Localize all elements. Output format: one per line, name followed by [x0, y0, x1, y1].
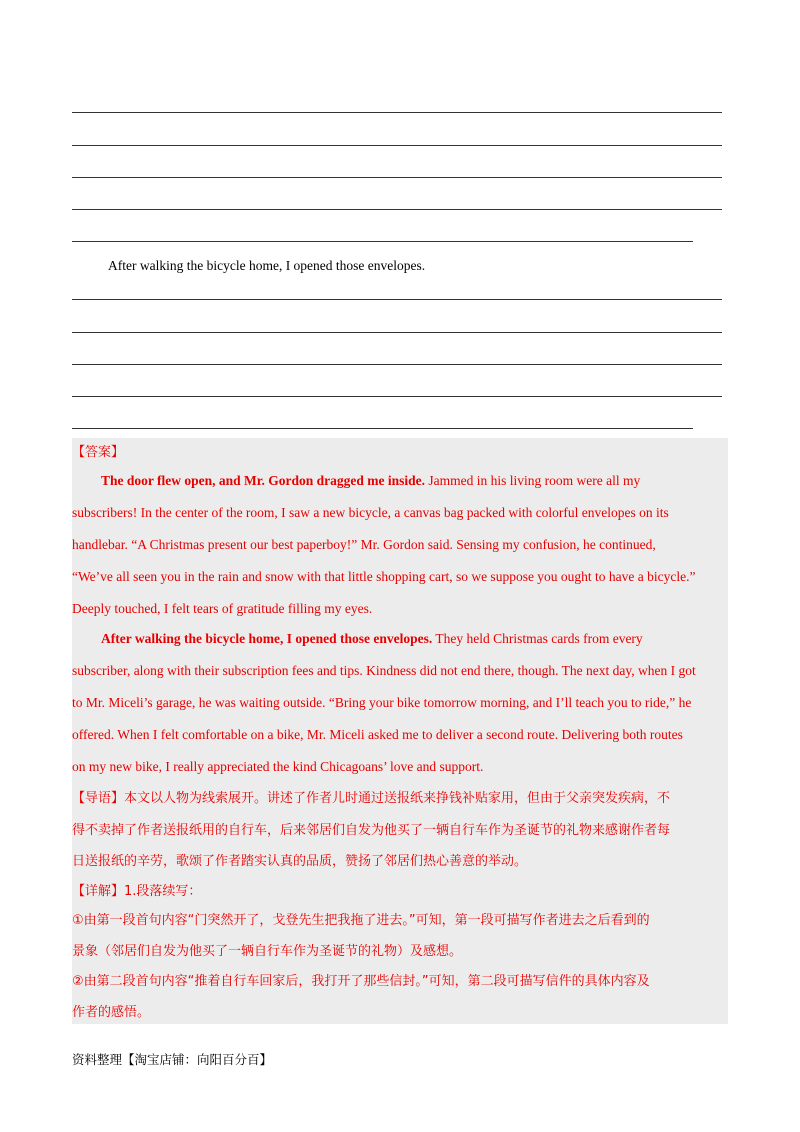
- answer-para1-line: “We’ve all seen you in the rain and snow with that little shopping cart, so we suppose you ought to have a bicycle.”: [72, 569, 696, 584]
- answer-para2-line: on my new bike, I really appreciated the kind Chicagoans’ love and support.: [72, 759, 484, 774]
- guide-line: 【导语】本文以人物为线索展开。讲述了作者儿时通过送报纸来挣钱补贴家用，但由于父亲突发疾病，不: [72, 791, 671, 806]
- paragraph-prompt: After walking the bicycle home, I opened those envelopes.: [108, 258, 426, 273]
- answer-para2-line: offered. When I felt comfortable on a bike, Mr. Miceli asked me to deliver a second route. Delivering both routes: [72, 727, 683, 742]
- writing-line: [72, 145, 722, 146]
- detail-line: ②由第二段首句内容“推着自行车回家后，我打开了那些信封。”可知，第二段可描写信件的具体内容及: [72, 974, 650, 989]
- answer-para2-line: subscriber, along with their subscription fees and tips. Kindness did not end there, though. The next day, when I got: [72, 663, 696, 678]
- guide-line: 日送报纸的辛劳，歌颂了作者踏实认真的品质，赞扬了邻居们热心善意的举动。: [72, 854, 528, 869]
- answer-para1-line: The door flew open, and Mr. Gordon dragged me inside. Jammed in his living room were all my: [101, 473, 641, 488]
- answer-para1-line: handlebar. “A Christmas present our best paperboy!” Mr. Gordon said. Sensing my confusion, he continued,: [72, 537, 656, 552]
- para2-lead-sentence: After walking the bicycle home, I opened those envelopes.: [101, 631, 433, 646]
- detail-line: 作者的感悟。: [72, 1005, 151, 1020]
- writing-line: [72, 332, 722, 333]
- answer-para2-line: to Mr. Miceli’s garage, he was waiting outside. “Bring your bike tomorrow morning, and I’ll teach you to ride,” he: [72, 695, 692, 710]
- writing-line: [72, 364, 722, 365]
- writing-line: [72, 396, 722, 397]
- page-footer: 资料整理【淘宝店铺：向阳百分百】: [72, 1052, 273, 1067]
- detail-line: 【详解】1.段落续写：: [72, 884, 202, 899]
- writing-line: [72, 177, 722, 178]
- writing-line: [72, 112, 722, 113]
- guide-line: 得不卖掉了作者送报纸用的自行车，后来邻居们自发为他买了一辆自行车作为圣诞节的礼物来感谢作者每: [72, 823, 671, 838]
- para1-lead-sentence: The door flew open, and Mr. Gordon dragged me inside.: [101, 473, 426, 488]
- answer-para1-line: subscribers! In the center of the room, I saw a new bicycle, a canvas bag packed with colorful envelopes on its: [72, 505, 669, 520]
- writing-line: [72, 241, 693, 242]
- answer-para2-line: After walking the bicycle home, I opened those envelopes. They held Christmas cards from every: [101, 631, 643, 646]
- detail-line: ①由第一段首句内容“门突然开了，戈登先生把我拖了进去。”可知，第一段可描写作者进去之后看到的: [72, 913, 650, 928]
- writing-line: [72, 209, 722, 210]
- detail-line: 景象（邻居们自发为他买了一辆自行车作为圣诞节的礼物）及感想。: [72, 944, 463, 959]
- writing-line: [72, 299, 722, 300]
- answer-heading: 【答案】: [72, 445, 125, 460]
- answer-para1-line: Deeply touched, I felt tears of gratitude filling my eyes.: [72, 601, 373, 616]
- writing-line: [72, 428, 693, 429]
